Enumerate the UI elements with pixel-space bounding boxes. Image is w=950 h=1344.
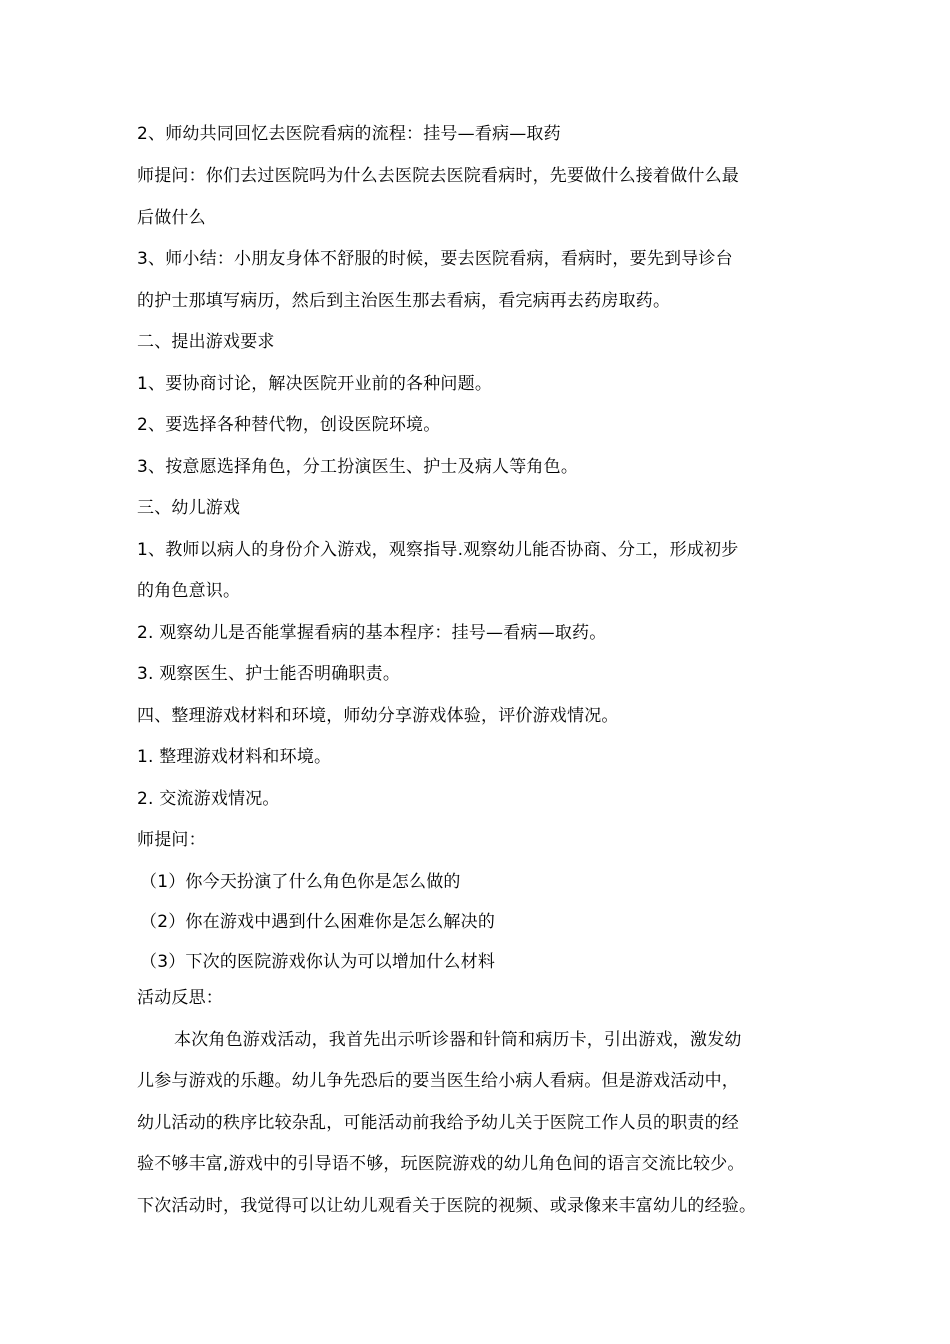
text-line: 1. 整理游戏材料和环境。 [137,747,332,767]
question-item: （1）你今天扮演了什么角色你是怎么做的 [140,872,461,892]
text-line: 2. 观察幼儿是否能掌握看病的基本程序：挂号—看病—取药。 [137,623,607,643]
text-line: 3. 观察医生、护士能否明确职责。 [137,664,401,684]
reflection-line: 本次角色游戏活动，我首先出示听诊器和针筒和病历卡，引出游戏，激发幼 [174,1030,742,1050]
text-line: 2、师幼共同回忆去医院看病的流程：挂号—看病—取药 [137,124,561,144]
text-line: 3、师小结：小朋友身体不舒服的时候，要去医院看病，看病时，要先到导诊台 [137,249,733,269]
text-line: 师提问：你们去过医院吗为什么去医院去医院看病时，先要做什么接着做什么最 [137,166,739,186]
text-line: 3、按意愿选择角色，分工扮演医生、护士及病人等角色。 [137,457,579,477]
section-heading: 三、幼儿游戏 [137,498,241,518]
reflection-line: 验不够丰富,游戏中的引导语不够，玩医院游戏的幼儿角色间的语言交流比较少。 [137,1154,745,1174]
section-heading: 四、整理游戏材料和环境，师幼分享游戏体验，评价游戏情况。 [137,706,619,726]
text-line: 2、要选择各种替代物，创设医院环境。 [137,415,441,435]
section-heading: 二、提出游戏要求 [137,332,275,352]
question-item: （3）下次的医院游戏你认为可以增加什么材料 [140,952,496,972]
question-item: （2）你在游戏中遇到什么困难你是怎么解决的 [140,912,496,932]
reflection-line: 儿参与游戏的乐趣。幼儿争先恐后的要当医生给小病人看病。但是游戏活动中， [137,1071,739,1091]
reflection-line: 下次活动时，我觉得可以让幼儿观看关于医院的视频、或录像来丰富幼儿的经验。 [137,1196,757,1216]
text-line: 1、要协商讨论，解决医院开业前的各种问题。 [137,374,493,394]
reflection-line: 幼儿活动的秩序比较杂乱，可能活动前我给予幼儿关于医院工作人员的职责的经 [137,1113,739,1133]
text-line: 2. 交流游戏情况。 [137,789,280,809]
section-heading: 活动反思： [137,988,223,1008]
text-line: 后做什么 [137,208,206,228]
text-line: 师提问： [137,830,206,850]
text-line: 1、教师以病人的身份介入游戏，观察指导.观察幼儿能否协商、分工，形成初步 [137,540,739,560]
text-line: 的角色意识。 [137,581,241,601]
text-line: 的护士那填写病历，然后到主治医生那去看病，看完病再去药房取药。 [137,291,671,311]
